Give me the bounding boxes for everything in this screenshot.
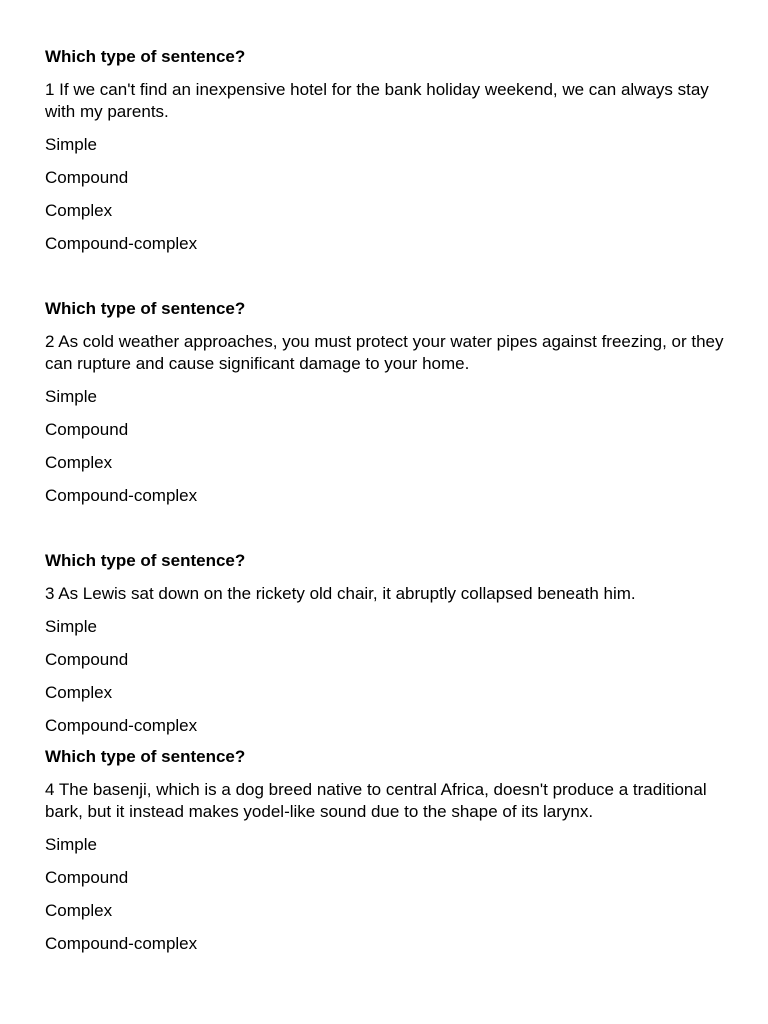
option-compound-complex[interactable]: Compound-complex xyxy=(45,716,198,735)
option-simple[interactable]: Simple xyxy=(45,835,97,854)
question-2 xyxy=(45,298,725,507)
option-compound-complex[interactable]: Compound-complex xyxy=(45,234,198,253)
question-1 xyxy=(45,46,725,255)
answer-options xyxy=(45,616,725,737)
option-complex[interactable]: Complex xyxy=(45,683,113,702)
question-heading: Which type of sentence? xyxy=(45,47,246,66)
option-compound[interactable]: Compound xyxy=(45,650,129,669)
answer-options xyxy=(45,134,725,255)
option-compound[interactable]: Compound xyxy=(45,868,129,887)
question-heading: Which type of sentence? xyxy=(45,747,246,766)
answer-options xyxy=(45,386,725,507)
question-heading: Which type of sentence? xyxy=(45,299,246,318)
option-simple[interactable]: Simple xyxy=(45,617,97,636)
question-4 xyxy=(45,746,725,955)
answer-options xyxy=(45,834,725,955)
option-complex[interactable]: Complex xyxy=(45,901,113,920)
question-3 xyxy=(45,550,725,737)
option-compound-complex[interactable]: Compound-complex xyxy=(45,934,198,953)
option-complex[interactable]: Complex xyxy=(45,201,113,220)
question-prompt: 4 The basenji, which is a dog breed native to central Africa, doesn't produce a traditional bark, but it instead makes yodel-like sound due to the shape of its larynx. xyxy=(45,780,707,821)
question-prompt: 2 As cold weather approaches, you must protect your water pipes against freezing, or they can rupture and cause significant damage to your home. xyxy=(45,332,724,373)
option-complex[interactable]: Complex xyxy=(45,453,113,472)
option-compound[interactable]: Compound xyxy=(45,420,129,439)
option-simple[interactable]: Simple xyxy=(45,387,97,406)
question-heading: Which type of sentence? xyxy=(45,551,246,570)
question-prompt: 1 If we can't find an inexpensive hotel for the bank holiday weekend, we can always stay with my parents. xyxy=(45,80,709,121)
option-compound[interactable]: Compound xyxy=(45,168,129,187)
option-simple[interactable]: Simple xyxy=(45,135,97,154)
option-compound-complex[interactable]: Compound-complex xyxy=(45,486,198,505)
question-prompt: 3 As Lewis sat down on the rickety old chair, it abruptly collapsed beneath him. xyxy=(45,584,636,603)
